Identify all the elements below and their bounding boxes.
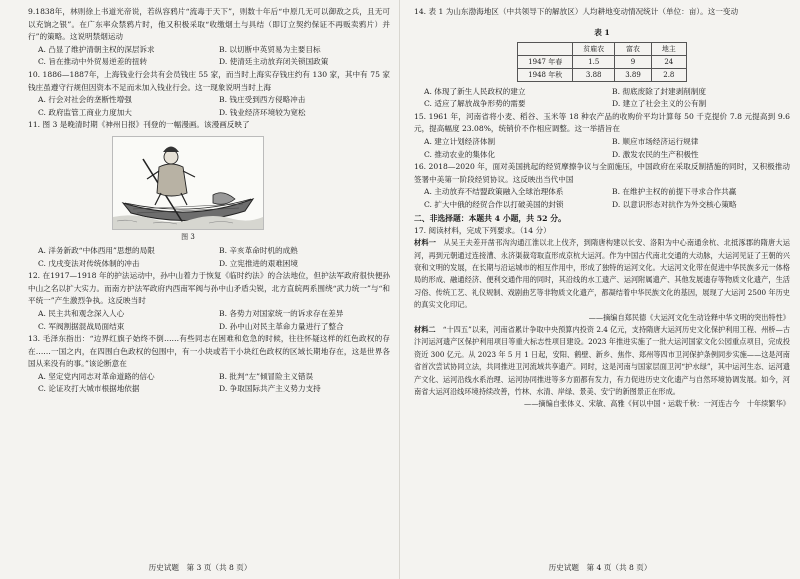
question-10-options xyxy=(28,94,390,119)
table-cell: 1948 年秋 xyxy=(518,68,573,81)
material-one-source: ——摘编自郑民德《大运河文化生动诠释中华文明的突出特性》 xyxy=(588,312,790,322)
cartoon-figure xyxy=(112,136,264,230)
option-d: D. 建立了社会主义的公有制 xyxy=(612,99,707,109)
question-12-stem: 12. 在1917—1918 年的护法运动中，孙中山着力于恢复《临时约法》的合法地位，但护法军政府很快便孙中山之名以扩大实力。而南方护法军政府内西南军阀与孙中山矛盾尖锐，北方直皖两系围绕“武力统一”与“和平统一”产生激烈争执。这反映当时 xyxy=(28,271,390,306)
table-header: 富农 xyxy=(615,42,652,55)
option-b: B. 钱庄受到西方侵略冲击 xyxy=(219,95,306,105)
question-11-stem: 11. 图 3 是晚清时期《神州日报》刊登的一幅漫画。该漫画反映了 xyxy=(28,120,250,130)
page-footer: 历史试题 第 3 页（共 8 页） xyxy=(148,563,252,572)
option-b: B. 批判“左”倾冒险主义错误 xyxy=(219,371,314,381)
option-d: D. 孙中山对民主革命力量进行了整合 xyxy=(219,321,344,331)
material-two xyxy=(414,324,790,398)
option-b: B. 辛亥革命时机的成熟 xyxy=(219,245,298,255)
option-c: C. 军阀割据混战局面结束 xyxy=(38,321,125,331)
option-b: B. 彻底废除了封建剥削制度 xyxy=(612,86,706,96)
question-12-options xyxy=(28,308,390,333)
material-one xyxy=(414,237,790,311)
table-header-row xyxy=(518,42,687,55)
question-9-options xyxy=(28,44,390,69)
option-d: D. 使清廷主动放弃闭关锁国政策 xyxy=(219,57,329,67)
option-d: D. 立宪推进的艰难困境 xyxy=(219,258,298,268)
option-c: C. 政府监管工商业力度加大 xyxy=(38,107,132,117)
right-page xyxy=(400,0,800,579)
question-17-stem: 17. 阅读材料，完成下列要求。（14 分） xyxy=(414,225,551,235)
table-header: 贫雇农 xyxy=(573,42,615,55)
question-15-stem: 15. 1961 年，河南省将小麦、稻谷、玉米等 18 种农产品的收购价平均计算每 50 千克提价 7.8 元提高到 9.6 元，提高幅度 23.08%，统销价不作相应调整。这一举措旨在 xyxy=(414,111,790,134)
option-a: A. 体现了新生人民政权的建立 xyxy=(424,86,526,96)
option-b: B. 顺应市场经济运行规律 xyxy=(612,136,699,146)
table-cell: 2.8 xyxy=(651,68,686,81)
question-11-options xyxy=(28,245,390,270)
table-header: 地主 xyxy=(651,42,686,55)
question-15-options xyxy=(414,136,790,161)
material-one-text: 从吴王夫差开凿邗沟沟通江淮以北上伐齐，到隋唐构建以长安、洛阳为中心南通余杭、北抵涿郡的隋唐大运河，再到元朝通过连接漕、永济渠裁弯取直形成京杭大运河。作为中国古代南北交通的大动脉，大运河见证了王朝的兴衰和文明的发展，在长期与沿运城市的相互作用中，形成了独特的运河文化。大运河文化带在促进中华民族多元一体格局的形成、融通经济、便利交通作用的同时，其沿线的水工遗产、运河附属遗产、其他发展遗存等物质文化遗产，生活习俗、传统工艺、礼仪规制、戏剧曲艺等非物质文化遗产，都凝结着中华民族文化的基因，展现了大运河 2500 年历史的真实文化印记。 xyxy=(414,238,790,310)
table-header xyxy=(518,42,573,55)
land-table xyxy=(517,42,687,82)
option-b: B. 在维护主权的前提下寻求合作共赢 xyxy=(612,187,737,197)
option-a: A. 洋务新政“中体西用”思想的局限 xyxy=(38,245,155,255)
question-16-stem: 16. 2018—2020 年，面对美国挑起的经贸摩擦争议与全面施压，中国政府在采取反制措施的同时，又积极推动签署中美第一阶段经贸协议。这反映出当代中国 xyxy=(414,162,790,184)
material-two-source: ——摘编自张体义、宋敏、高雅《何以中国・运载千秋：一河连古今 十年续繁华》 xyxy=(524,399,790,409)
option-a: A. 凸显了维护清朝主权的深层诉求 xyxy=(38,44,155,54)
option-d: D. 争取国际共产主义势力支持 xyxy=(219,384,321,394)
cartoon-illustration xyxy=(113,137,263,229)
table-cell: 1947 年春 xyxy=(518,55,573,68)
option-d: D. 钱业经济环境较为宽松 xyxy=(219,107,306,117)
option-a: A. 行会对社会的垄断性增强 xyxy=(38,95,132,105)
table-cell: 3.89 xyxy=(615,68,652,81)
question-10-stem: 10. 1886—1887年，上海钱业行会共有会员钱庄 55 家，而当时上海实存钱庄约有 130 家，其中有 75 家钱庄虽遵守行规但因资本不足而未加入钱业行会。这一现象说明当时上海 xyxy=(28,69,390,92)
table-cell: 24 xyxy=(651,55,686,68)
option-c: C. 戊戌变法对传统体制的冲击 xyxy=(38,258,140,268)
table-title: 表 1 xyxy=(594,27,610,37)
table-row xyxy=(518,55,687,68)
option-b: B. 以切断中英贸易为主要目标 xyxy=(219,44,321,54)
option-b: B. 各势力对国家统一的诉求存在差异 xyxy=(219,308,344,318)
option-d: D. 以意识形态对抗作为外交核心策略 xyxy=(612,199,737,209)
question-9-stem: 9.1838年，林则徐上书道光帝说，若纵容鸦片“流毒于天下”，则数十年后“中原几无可以御敌之兵，且无可以充饷之银”。在广东率众禁鸦片时，他又积极采取“收缴烟土与具结（即订立契约保证不再贩卖鸦片）并行”的策略。这说明禁烟运动 xyxy=(28,7,390,42)
option-c: C. 适应了解放战争形势的需要 xyxy=(424,99,526,109)
figure-caption: 图 3 xyxy=(181,232,195,241)
question-14-options xyxy=(414,86,790,111)
option-d: D. 激发农民的生产积极性 xyxy=(612,149,699,159)
option-c: C. 旨在推动中外贸易逆差的扭转 xyxy=(38,57,148,67)
material-two-text: “十四五”以来，河南省累计争取中央预算内投资 2.4 亿元，支持隋唐大运河历史文化保护利用工程、州桥—古汴河运河遗产区保护利用项目等重大标志性项目建设。2023 年推进实施了一批大运河国家文化公园重点项目，完成投资近 300 亿元。从 2023 年 5 月 1 日起，安阳、鹤壁、新乡、焦作、郑州等四市卫河保护条例同步实施——这是河南省首次尝试协同立法，共同推进卫河流域共享遗产。同时，这是河南与国家层面卫河“护水绿”，其中运河生态、运河遗产文化、运河沿线水系治理、运河协同推进等多方面都有发力，有力促进历史文化遗产与自然环境协调发展。如今，河南省大运河沿线环境持续改善，竹林、水清、岸绿、景美、安宁的新图景正在形成。 xyxy=(414,324,790,396)
material-two-label: 材料二 xyxy=(414,324,436,334)
option-a: A. 主动放弃不结盟政策融入全球治理体系 xyxy=(424,187,564,197)
option-a: A. 建立计划经济体制 xyxy=(424,136,496,146)
question-13-stem: 13. 毛泽东指出：“边界红旗子始终不倒……有些同志在困难和危急的时候，往往怀疑这样的红色政权的存在……一国之内，在四围白色政权的包围中，有一小块或若干小块红色政权的区域长期地存在，这是世界各国从来没有的事。”该论断意在 xyxy=(28,334,390,369)
page-footer: 历史试题 第 4 页（共 8 页） xyxy=(548,563,652,572)
section-heading: 二、非选择题：本题共 4 小题，共 52 分。 xyxy=(414,213,566,223)
option-c: C. 扩大中俄的经贸合作以打破美国的封锁 xyxy=(424,199,564,209)
question-16-options xyxy=(414,186,790,211)
option-c: C. 推动农业的集体化 xyxy=(424,149,496,159)
question-13-options xyxy=(28,371,390,396)
material-one-label: 材料一 xyxy=(414,238,437,248)
table-cell: 1.5 xyxy=(573,55,615,68)
table-cell: 3.88 xyxy=(573,68,615,81)
option-a: A. 坚定党内同志对革命道路的信心 xyxy=(38,371,155,381)
question-14-stem: 14. 表 1 为山东渤海地区（中共领导下的解放区）人均耕地变动情况统计（单位：亩）。这一变动 xyxy=(414,7,739,16)
table-cell: 9 xyxy=(615,55,652,68)
option-a: A. 民主共和观念深入人心 xyxy=(38,308,125,318)
option-c: C. 论证攻打大城市根据地依据 xyxy=(38,384,140,394)
table-row xyxy=(518,68,687,81)
